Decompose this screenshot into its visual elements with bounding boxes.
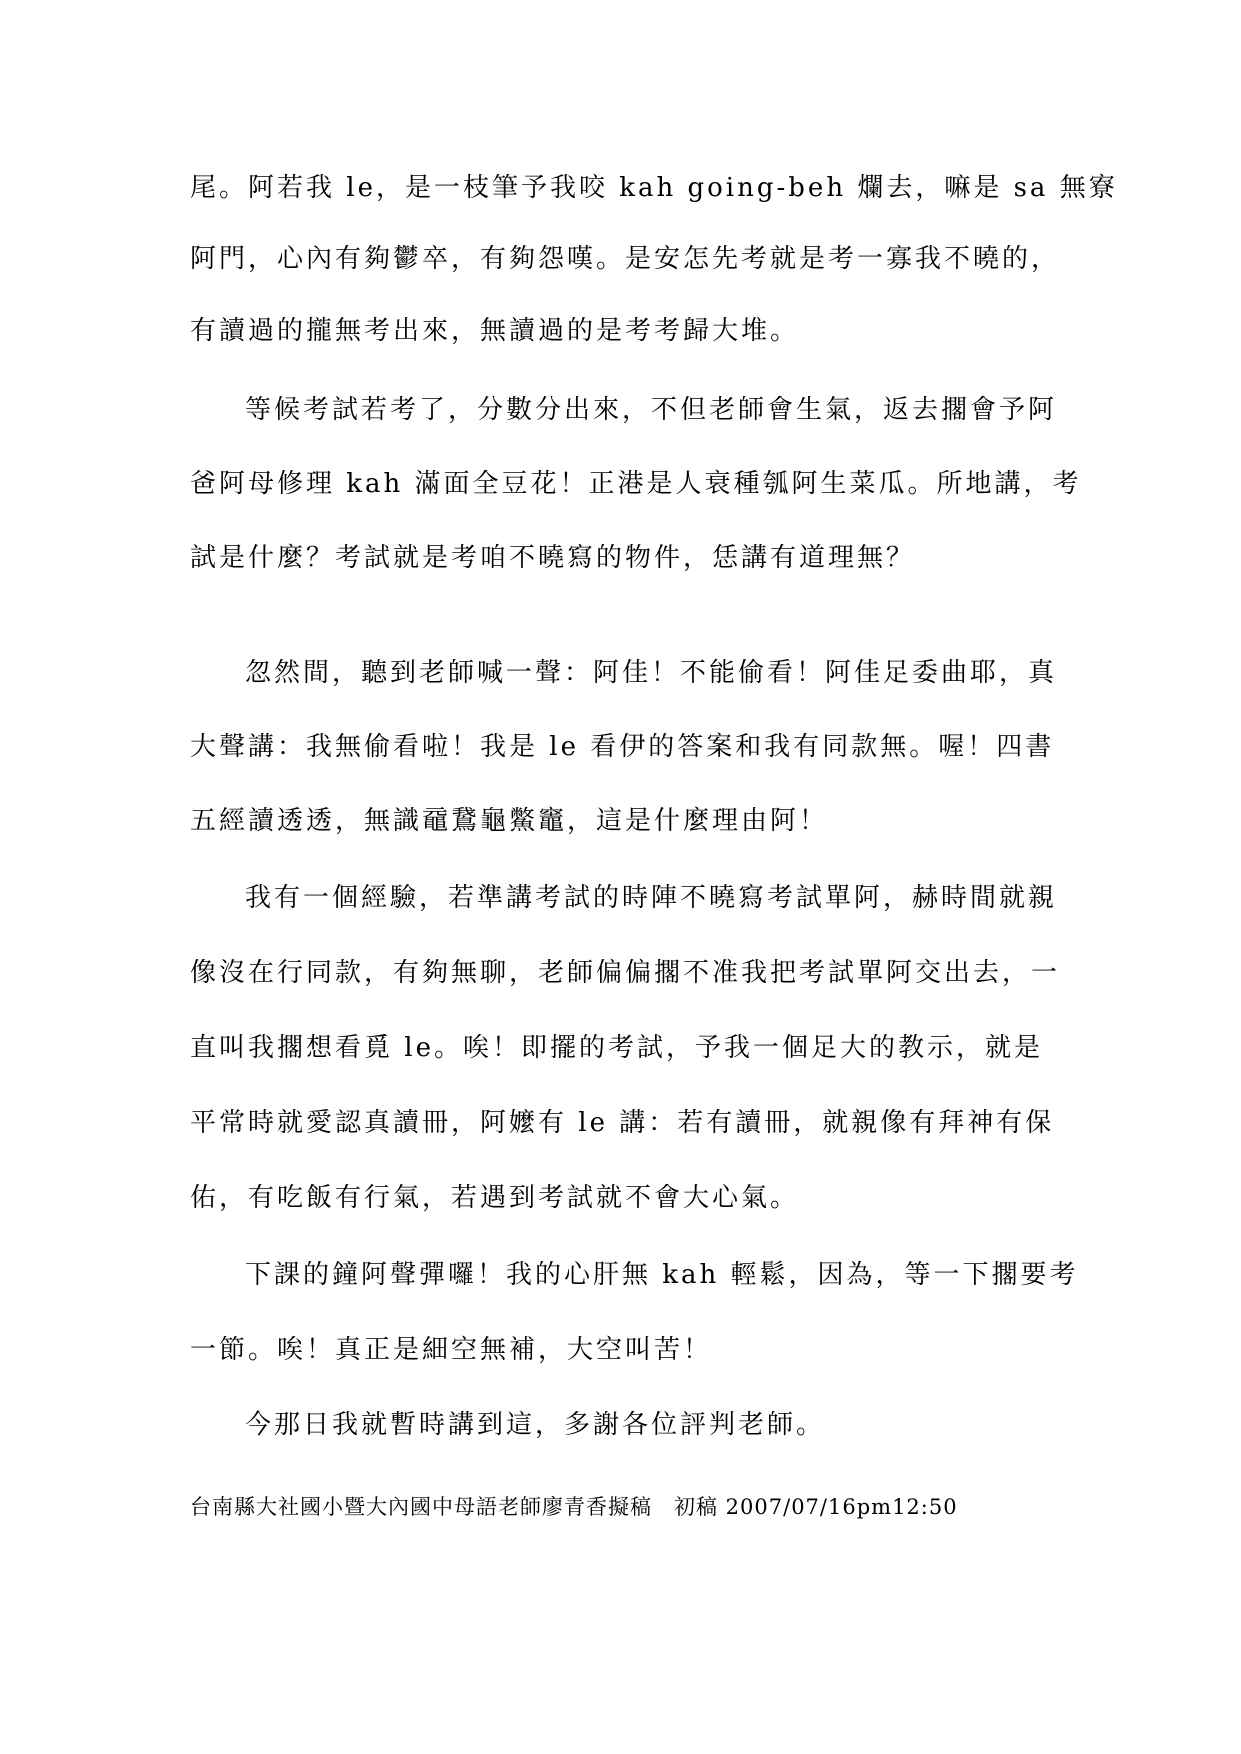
- paragraph-4-line-1: 我有一個經驗，若準講考試的時陣不曉寫考試單阿，赫時間就親: [245, 883, 1058, 913]
- paragraph-4-line-4: 平常時就愛認真讀冊，阿嬤有 le 講：若有讀冊，就親像有拜神有保: [190, 1108, 1055, 1138]
- paragraph-3-line-2: 大聲講：我無偷看啦！我是 le 看伊的答案和我有同款無。喔！四書: [190, 732, 1055, 762]
- paragraph-4-line-5: 佑，有吃飯有行氣，若遇到考試就不會大心氣。: [190, 1183, 800, 1213]
- paragraph-2-line-3: 試是什麼？考試就是考咱不曉寫的物件，恁講有道理無？: [190, 543, 916, 573]
- paragraph-2-line-1: 等候考試若考了，分數分出來，不但老師會生氣，返去擱會予阿: [245, 395, 1058, 425]
- paragraph-5-line-1: 下課的鐘阿聲彈囉！我的心肝無 kah 輕鬆，因為，等一下擱要考: [245, 1260, 1079, 1290]
- paragraph-3-line-1: 忽然間，聽到老師喊一聲：阿佳！不能偷看！阿佳足委曲耶，真: [245, 658, 1058, 688]
- paragraph-5-line-2: 一節。唉！真正是細空無補，大空叫苦！: [190, 1335, 713, 1365]
- paragraph-1-line-3: 有讀過的攏無考出來，無讀過的是考考歸大堆。: [190, 316, 800, 346]
- paragraph-6-line-1: 今那日我就暫時講到這，多謝各位評判老師。: [245, 1410, 826, 1440]
- paragraph-1-line-2: 阿門，心內有夠鬱卒，有夠怨嘆。是安怎先考就是考一寡我不曉的，: [190, 244, 1061, 274]
- paragraph-3-line-3: 五經讀透透，無識黿鵞龜鱉竈，這是什麼理由阿！: [190, 806, 829, 836]
- paragraph-2-line-2: 爸阿母修理 kah 滿面全豆花！正港是人衰種瓠阿生菜瓜。所地講，考: [190, 469, 1082, 499]
- document-footer: 台南縣大社國小暨大內國中母語老師廖青香擬稿 初稿 2007/07/16pm12:50: [190, 1495, 958, 1519]
- paragraph-1-line-1: 尾。阿若我 le，是一枝筆予我咬 kah going-beh 爛去，嘛是 sa 無寮: [190, 173, 1118, 203]
- paragraph-4-line-2: 像沒在行同款，有夠無聊，老師偏偏擱不准我把考試單阿交出去，一: [190, 958, 1061, 988]
- paragraph-4-line-3: 直叫我擱想看覓 le。唉！即擺的考試，予我一個足大的教示，就是: [190, 1033, 1043, 1063]
